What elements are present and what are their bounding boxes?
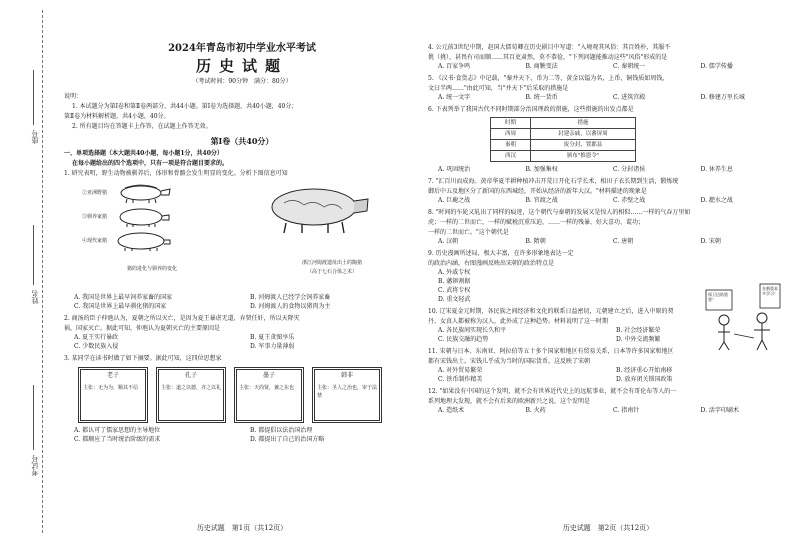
figure-caption: 猪的进化与驯养的变化 bbox=[126, 266, 177, 272]
option[interactable]: C. 武将专权 bbox=[438, 287, 471, 294]
option[interactable]: C. 我国是世界上最早驯化猪的国家 bbox=[74, 303, 167, 310]
table-cell: 西汉 bbox=[491, 151, 531, 162]
option[interactable]: D. 放弃闭关锁国政策 bbox=[616, 376, 673, 383]
option[interactable]: A. 巩固统治 bbox=[438, 166, 471, 173]
option[interactable]: B. 火药 bbox=[525, 407, 546, 414]
question-1-stem: 1. 研究表明，野生动物被驯养后，体形和骨骼会发生明显的变化。分析下图信息可知 bbox=[64, 170, 288, 177]
option[interactable]: C. 铁币制作精美 bbox=[438, 376, 483, 383]
option[interactable]: A. 巨鹿之战 bbox=[438, 197, 471, 204]
table-row bbox=[491, 140, 636, 151]
thinker-card bbox=[156, 367, 226, 423]
question-11-options bbox=[438, 366, 788, 384]
question-5-stem: 文曰半两……"由此可知，当"并天下"后采取的措施是 bbox=[428, 85, 569, 92]
cartoon-caption: 先朝重本多学习！ bbox=[762, 286, 778, 296]
option[interactable]: B. 都提倡以法治国治理 bbox=[250, 427, 313, 434]
table-header-cell: 措施 bbox=[531, 118, 636, 129]
option[interactable]: D. 中外交流频繁 bbox=[616, 336, 661, 343]
question-7-options bbox=[438, 196, 788, 205]
part-subheading: 在每小题给出的四个选项中，只有一项是符合题目要求的。 bbox=[72, 160, 229, 167]
pottery-pig-icon bbox=[262, 181, 372, 236]
option[interactable]: A. 各民族间实现长久和平 bbox=[438, 327, 507, 334]
thinker-name: 孔子 bbox=[184, 372, 197, 379]
modern-pig-icon bbox=[113, 231, 173, 251]
table-cell: 废分封，置郡县 bbox=[531, 140, 636, 151]
question-6-stem: 6. 下表列举了我国古代不同时期部分治国理政的措施，这些措施的出发点都是 bbox=[428, 106, 634, 113]
instruction-line: 2. 所有题目均在答题卡上作答，在试题上作答无效。 bbox=[72, 123, 212, 130]
question-2-options bbox=[74, 333, 420, 351]
question-7-stem: 御后中五及地区分了新国的东西城经，开始从经济的新年大汉。"材料描述的现象是 bbox=[428, 188, 647, 195]
option[interactable]: B. 统一货币 bbox=[525, 94, 558, 101]
option[interactable]: B. 商鞅变法 bbox=[525, 63, 558, 70]
option[interactable]: C. 少数民族入侵 bbox=[74, 343, 119, 350]
question-1-options bbox=[74, 293, 420, 311]
question-8-stem: 一样的二世而亡。"这个朝代是 bbox=[428, 229, 509, 236]
seat-label: 座号 bbox=[31, 130, 39, 144]
question-11-stem: 11. 宋朝与日本、东南亚、阿拉伯等五十多个国家和地区有贸易关系，日本等许多国家和地区 bbox=[428, 348, 674, 355]
option[interactable]: A. 外戚专权 bbox=[438, 269, 471, 276]
history-cartoon bbox=[704, 282, 784, 352]
table-cell: 秦朝 bbox=[491, 140, 531, 151]
instructions-head: 说明： bbox=[64, 93, 83, 100]
thinker-card bbox=[78, 367, 148, 423]
section-title: 第Ⅰ卷（共40分） bbox=[210, 136, 274, 146]
question-5-stem: 5. 《汉书·食货志》中记载，"秦并天下，币为二等，黄金以镒为名，上币，铜钱质如周钱， bbox=[428, 75, 669, 82]
pig-row bbox=[82, 181, 222, 205]
question-9-options bbox=[438, 268, 638, 304]
seat-line bbox=[33, 70, 34, 125]
option[interactable]: B. 加强集权 bbox=[525, 166, 558, 173]
instruction-line: 第Ⅱ卷为材料解析题，共4小题，40分。 bbox=[64, 113, 170, 120]
option[interactable]: A. 夏王实行暴政 bbox=[74, 334, 119, 341]
figure-caption: （高于七石合体之术） bbox=[306, 269, 357, 275]
thinker-name: 老子 bbox=[106, 372, 119, 379]
option[interactable]: C. 赤壁之战 bbox=[613, 197, 646, 204]
question-4-stem: 佻（挑），甚畏有司而顺……其百吏肃然，莫不恭俭，"下列问题能推动这些"风俗"形成的是 bbox=[428, 54, 668, 61]
thinker-card bbox=[312, 367, 382, 423]
option[interactable]: D. 儒学传播 bbox=[700, 63, 733, 70]
pig-evolution-figure bbox=[82, 181, 222, 291]
option[interactable]: D. 都提出了自己的治国方略 bbox=[250, 436, 325, 443]
question-8-stem: 8. "时间的车轮又轧出了同样的痕迹，这个朝代与秦朝的发展又是惊人的相似……一样的气吞万里如 bbox=[428, 209, 691, 216]
option[interactable]: A. 造纸术 bbox=[438, 407, 465, 414]
question-10-stem: 10. 辽宋夏金元时期，各民族之间经济和文化的联系日益密切，元朝建立之后，进入中原的契 bbox=[428, 308, 674, 315]
question-6-options bbox=[438, 165, 788, 174]
question-2-stem: 祸，国家灭亡。据此可知，仲虺认为夏朝灭亡的主要原因是 bbox=[64, 325, 221, 332]
option[interactable]: B. 藩镇割据 bbox=[438, 278, 471, 285]
option[interactable]: D. 重文轻武 bbox=[438, 296, 471, 303]
pottery-pig-figure bbox=[262, 181, 402, 291]
name-line bbox=[33, 225, 34, 285]
table-row bbox=[491, 151, 636, 162]
option[interactable]: B. 经济重心开始南移 bbox=[616, 367, 673, 374]
question-12-options bbox=[438, 406, 788, 415]
option[interactable]: D. 淝水之战 bbox=[700, 197, 733, 204]
question-5-options bbox=[438, 93, 788, 102]
page-footer: 历史试题 第1页（共12页） bbox=[196, 524, 288, 532]
option[interactable]: C. 指南针 bbox=[613, 407, 640, 414]
option[interactable]: A. 汉朝 bbox=[438, 238, 459, 245]
cartoon-caption: 保卫边防重要！ bbox=[708, 292, 728, 302]
question-9-stem: 的政治内涵，右图漫画反映出宋朝的政治特点是 bbox=[428, 260, 555, 267]
option[interactable]: D. 军事力量薄弱 bbox=[250, 343, 295, 350]
table-cell: 西周 bbox=[491, 129, 531, 140]
option[interactable]: B. 河姆渡人已经学会饲养家畜 bbox=[250, 294, 331, 301]
question-10-stem: 丹、女真人都被称为汉人，此外成了这种趋势。材料说明了这一时期 bbox=[428, 318, 609, 325]
option[interactable]: A. 我国是世界上最早饲养家畜的国家 bbox=[74, 294, 173, 301]
domestic-pig-icon bbox=[113, 207, 173, 227]
pig-row bbox=[82, 205, 222, 229]
wild-boar-icon bbox=[113, 183, 173, 203]
binding-margin bbox=[0, 0, 62, 543]
name-label: 姓名 bbox=[31, 290, 39, 304]
option[interactable]: B. 夏王贪图享乐 bbox=[250, 334, 295, 341]
option[interactable]: D. 休养生息 bbox=[700, 166, 733, 173]
table-cell: 封建亲戚，以蕃屏周 bbox=[531, 129, 636, 140]
question-12-stem: 系列地理大发现，就不会有后来的欧洲新兴之说，这个发明是 bbox=[428, 398, 591, 405]
option[interactable]: C. 秦朝统一 bbox=[613, 63, 646, 70]
question-9-stem: 9. 历史漫画所述局，极大丰富，在许多形象地表达一定 bbox=[428, 250, 574, 257]
part-heading: 一、单项选择题（本大题共40小题，每小题1分，共40分） bbox=[64, 150, 223, 157]
exam-no-line bbox=[33, 385, 34, 450]
table-cell: 颁布"推恩令" bbox=[531, 151, 636, 162]
question-3-options bbox=[74, 426, 420, 444]
figure-caption: 浙江河姆渡遗址出土的陶猪 bbox=[301, 260, 362, 266]
option[interactable]: D. 活字印刷术 bbox=[700, 407, 739, 414]
exam-no-label: 考试号 bbox=[31, 455, 39, 476]
question-8-options bbox=[438, 237, 788, 246]
option[interactable]: C. 分封诸侯 bbox=[613, 166, 646, 173]
option[interactable]: A. 都认可了儒家思想的主导地位 bbox=[74, 427, 161, 434]
option[interactable]: C. 唐朝 bbox=[613, 238, 634, 245]
option[interactable]: C. 都顺应了当时统治阶级的需求 bbox=[74, 436, 161, 443]
question-11-stem: 都有宋钱出土。宋钱儿乎成为当时的国际货币。这反映了宋朝 bbox=[428, 358, 591, 365]
thinker-name: 韩非 bbox=[340, 372, 353, 379]
question-7-stem: 7. "汇百川而成海。黄帝华夏半耕种植冲击开荒日开化石学长术，相田子衣长期到生活，锻炼统 bbox=[428, 178, 679, 185]
question-12-stem: 12. "如果没有中国的这个发明，就不会有世界近代史上的远航事业，就不会有哥伦布等人的一 bbox=[428, 388, 677, 395]
thinker-idea: 主张：圣人之治也，审于法禁 bbox=[317, 385, 378, 399]
thinker-card bbox=[234, 367, 304, 423]
question-8-stem: 虎；一样的二世而亡，一样的赋税沉重压迫，……一样的残暴、好大喜功、谎功； bbox=[428, 219, 645, 226]
question-4-options bbox=[438, 62, 788, 71]
measures-table bbox=[490, 117, 636, 162]
option[interactable]: B. 社会经济繁荣 bbox=[616, 327, 661, 334]
exam-page-1 bbox=[64, 0, 420, 543]
thinker-cards bbox=[78, 367, 420, 423]
question-4-stem: 4. 公元前3世纪中期，赵国大儒荀卿在历史剧目中写道："入境观其风俗：其百姓朴，其服不 bbox=[428, 44, 671, 51]
exam-duration: （考试时间：90分钟 满分：80分） bbox=[192, 78, 292, 85]
question-3-stem: 3. 某同学在读书时做了如下摘要。据此可知，这四位思想家 bbox=[64, 355, 222, 362]
page-footer: 历史试题 第2页（共12页） bbox=[562, 524, 654, 532]
exam-page-2 bbox=[428, 0, 788, 543]
pig-label: ③驯养家猪 bbox=[82, 213, 108, 220]
thinker-idea: 主张：道之以德，齐之以礼 bbox=[161, 385, 222, 391]
option[interactable]: D. 河姆渡人的食物以猪肉为主 bbox=[250, 303, 331, 310]
option[interactable]: B. 隋朝 bbox=[525, 238, 546, 245]
table-row bbox=[491, 129, 636, 140]
option[interactable]: D. 修建万里长城 bbox=[700, 94, 745, 101]
question-2-stem: 2. 商汤的臣子仲虺认为，夏朝之所以灭亡，是因为夏王暴虐无道，弃贤任奸，所以天降灾 bbox=[64, 315, 300, 322]
option[interactable]: A. 对外贸易繁荣 bbox=[438, 367, 483, 374]
thinker-idea: 主张：天尚贤，兼之东也 bbox=[239, 385, 295, 391]
pig-row bbox=[82, 229, 222, 253]
option[interactable]: A. 百家争鸣 bbox=[438, 63, 471, 70]
thinker-name: 墨子 bbox=[262, 372, 275, 379]
pig-label: ④现代家猪 bbox=[82, 237, 108, 244]
subject-title: 历史试题 bbox=[195, 57, 288, 75]
instruction-line: 1. 本试题分为第Ⅰ卷和第Ⅱ卷两部分，共44小题。第Ⅰ卷为选择题，共40小题，40分； bbox=[72, 103, 298, 110]
option[interactable]: C. 进筑宫殿 bbox=[613, 94, 646, 101]
pig-label: ②亚洲野猪 bbox=[82, 189, 108, 196]
option[interactable]: B. 官渡之战 bbox=[525, 197, 558, 204]
table-header-cell: 时期 bbox=[491, 118, 531, 129]
option[interactable]: D. 宋朝 bbox=[700, 238, 721, 245]
exam-title: 2024年青岛市初中学业水平考试 bbox=[168, 43, 316, 54]
thinker-idea: 主张：无为为，顺其不信 bbox=[83, 385, 139, 391]
option[interactable]: C. 民族交融的趋势 bbox=[438, 336, 489, 343]
option[interactable]: A. 统一文字 bbox=[438, 94, 471, 101]
table-header-row bbox=[491, 118, 636, 129]
cut-line bbox=[42, 10, 43, 533]
question-1-figure bbox=[82, 181, 420, 291]
